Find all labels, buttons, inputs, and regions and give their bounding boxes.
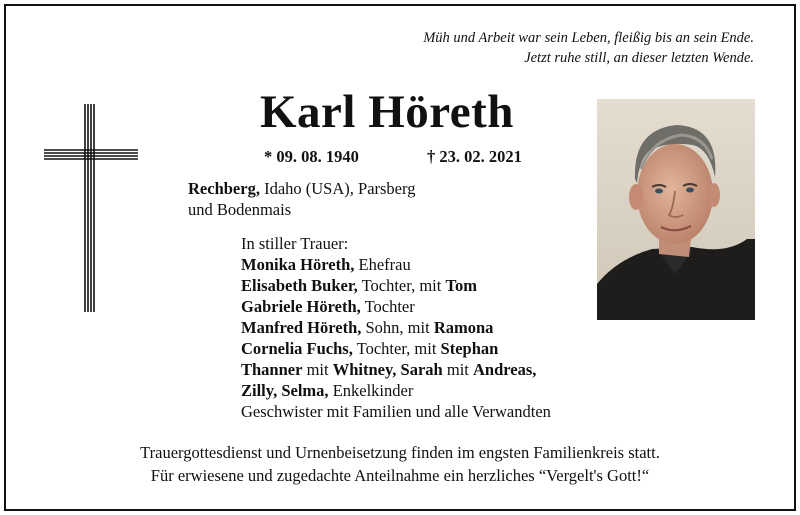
place-line-2: und Bodenmais [188, 200, 292, 219]
death-date: † 23. 02. 2021 [427, 147, 522, 166]
mourner-line [241, 380, 551, 401]
mourner-name: Cornelia Fuchs, [241, 339, 353, 358]
closing-line-1: Trauergottesdienst und Urnenbeisetzung finden im engsten Familienkreis statt. [140, 443, 660, 462]
mourners-intro: In stiller Trauer: [241, 234, 349, 253]
closing-line-2: Für erwiesene und zugedachte Anteilnahme ein herzliches “Vergelt's Gott!“ [150, 466, 650, 485]
mourner-partner: Stephan [440, 339, 499, 358]
mourner-relation: Tochter, mit [357, 276, 446, 295]
mourner-name: Manfred Höreth, [241, 318, 362, 337]
mourner-connector: mit [442, 360, 473, 379]
mourner-line [241, 296, 551, 317]
verse-line-1: Müh und Arbeit war sein Leben, fleißig bis an sein Ende. [423, 30, 754, 46]
mourner-line: Geschwister mit Familien und alle Verwandten [241, 402, 551, 421]
mourner-relation: Tochter, mit [352, 339, 441, 358]
mourner-relation: Ehefrau [354, 255, 411, 274]
mourner-partner: Tom [445, 276, 477, 295]
mourner-line [241, 359, 551, 380]
cross-icon [44, 104, 138, 312]
mourner-line [241, 275, 551, 296]
closing-text [0, 441, 800, 487]
place-primary: Rechberg, [188, 179, 260, 198]
verse [423, 28, 754, 68]
mourner-relation: Sohn, mit [361, 318, 434, 337]
mourner-line [241, 338, 551, 359]
birth-date: * 09. 08. 1940 [264, 147, 359, 166]
mourner-name: Gabriele Höreth, [241, 297, 361, 316]
mourner-name: Elisabeth Buker, [241, 276, 358, 295]
mourner-name: Whitney, Sarah [332, 360, 443, 379]
mourner-name: Monika Höreth, [241, 255, 355, 274]
verse-line-2: Jetzt ruhe still, an dieser letzten Wende. [524, 50, 754, 66]
mourner-partner: Ramona [433, 318, 494, 337]
deceased-name: Karl Höreth [260, 86, 514, 138]
mourner-name: Zilly, Selma, [241, 381, 329, 400]
mourner-relation: Enkelkinder [328, 381, 414, 400]
places [188, 178, 415, 220]
mourner-name: Andreas, [473, 360, 537, 379]
mourners-list [241, 233, 551, 422]
portrait-photo [597, 99, 755, 320]
mourner-relation: Tochter [360, 297, 415, 316]
mourner-connector: mit [302, 360, 333, 379]
mourner-line [241, 254, 551, 275]
mourner-name: Thanner [241, 360, 303, 379]
place-others: Idaho (USA), Parsberg [259, 179, 416, 198]
mourner-line [241, 317, 551, 338]
